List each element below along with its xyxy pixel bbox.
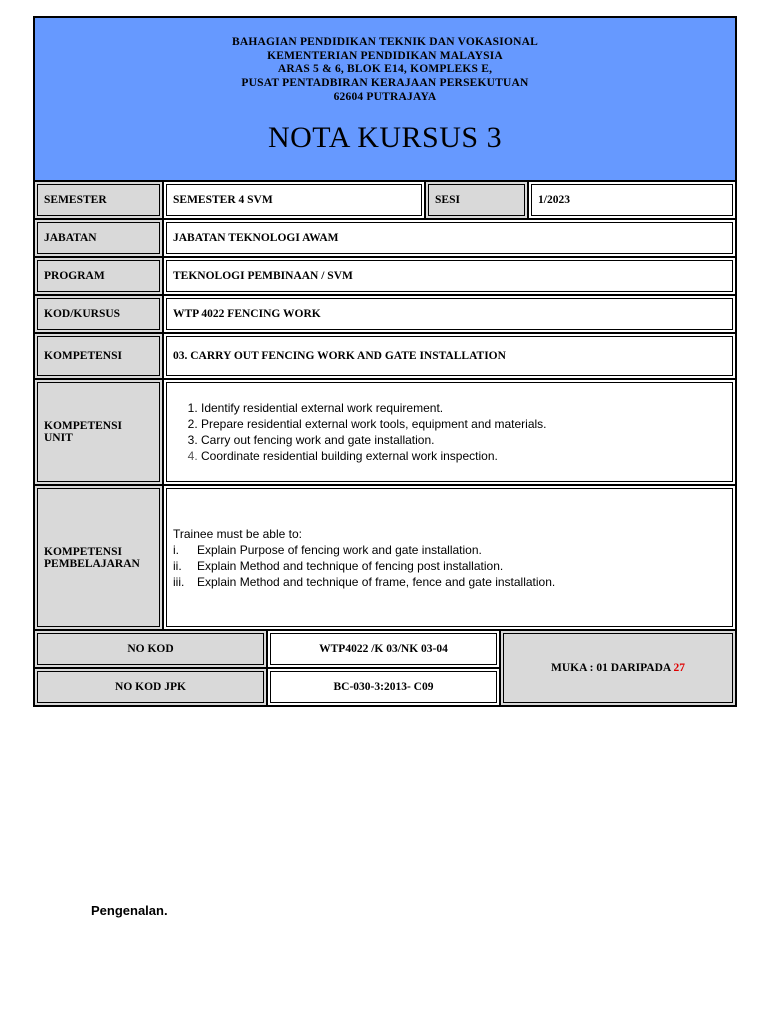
program-label: PROGRAM bbox=[37, 260, 160, 292]
institution-address bbox=[35, 18, 735, 105]
page-indicator-text: MUKA : 01 DARIPADA bbox=[551, 662, 674, 674]
kod-kursus-value: WTP 4022 FENCING WORK bbox=[166, 298, 733, 330]
address-line: KEMENTERIAN PENDIDIKAN MALAYSIA bbox=[267, 49, 503, 62]
kompetensi-unit-label bbox=[37, 382, 160, 482]
unit-list-container bbox=[166, 382, 733, 482]
learn-intro: Trainee must be able to: bbox=[173, 526, 302, 541]
list-item: 3. Carry out fencing work and gate installation. bbox=[201, 432, 547, 448]
kompetensi-value-cell bbox=[163, 333, 736, 379]
header-block bbox=[34, 17, 736, 181]
item-number: i. bbox=[173, 542, 179, 557]
sesi-label-cell bbox=[425, 181, 528, 219]
program-value-cell bbox=[163, 257, 736, 295]
kod-value-cell bbox=[163, 295, 736, 333]
list-item bbox=[173, 574, 555, 590]
item-text: Explain Purpose of fencing work and gate installation. bbox=[197, 542, 482, 557]
program-value: TEKNOLOGI PEMBINAAN / SVM bbox=[166, 260, 733, 292]
kompetensi-value: 03. CARRY OUT FENCING WORK AND GATE INSTALLATION bbox=[166, 336, 733, 376]
learn-value-cell bbox=[163, 485, 736, 630]
course-info-table bbox=[33, 16, 737, 631]
list-item: 4. Coordinate residential building external work inspection. bbox=[201, 448, 547, 464]
unit-label-line: UNIT bbox=[44, 432, 73, 444]
jabatan-label: JABATAN bbox=[37, 222, 160, 254]
item-number: ii. bbox=[173, 558, 182, 573]
learning-outcomes bbox=[166, 488, 733, 627]
item-number: iii. bbox=[173, 574, 185, 589]
address-line: ARAS 5 & 6, BLOK E14, KOMPLEKS E, bbox=[277, 63, 493, 76]
intro-heading: Pengenalan. bbox=[91, 903, 168, 918]
learn-label-cell bbox=[34, 485, 163, 630]
document-title: NOTA KURSUS 3 bbox=[267, 120, 503, 154]
program-label-cell bbox=[34, 257, 163, 295]
no-kod-label: NO KOD bbox=[37, 633, 264, 665]
no-kod-jpk-label: NO KOD JPK bbox=[37, 671, 264, 703]
no-kod-value: WTP4022 /K 03/NK 03-04 bbox=[270, 633, 497, 665]
unit-list bbox=[169, 400, 547, 464]
page-total: 27 bbox=[673, 662, 685, 674]
sesi-value-cell bbox=[528, 181, 736, 219]
semester-value-cell bbox=[163, 181, 425, 219]
kompetensi-label-cell bbox=[34, 333, 163, 379]
item-text: Explain Method and technique of fencing post installation. bbox=[197, 558, 504, 573]
address-line: BAHAGIAN PENDIDIKAN TEKNIK DAN VOKASIONAL bbox=[232, 36, 538, 48]
address-line: 62604 PUTRAJAYA bbox=[333, 90, 437, 103]
unit-label-line: KOMPETENSI bbox=[44, 420, 122, 432]
unit-value-cell bbox=[163, 379, 736, 485]
kompetensi-pembelajaran-label bbox=[37, 488, 160, 627]
code-footer-table bbox=[33, 629, 737, 707]
list-item: 2. Prepare residential external work tools, equipment and materials. bbox=[201, 416, 547, 432]
sesi-value: 1/2023 bbox=[531, 184, 733, 216]
kompetensi-label: KOMPETENSI bbox=[37, 336, 160, 376]
no-kod-jpk-value: BC-030-3:2013- C09 bbox=[270, 671, 497, 703]
semester-label-cell bbox=[34, 181, 163, 219]
list-item: 1. Identify residential external work requirement. bbox=[201, 400, 547, 416]
jabatan-value-cell bbox=[163, 219, 736, 257]
no-kod-jpk-label-cell bbox=[34, 668, 267, 706]
no-kod-jpk-value-cell bbox=[267, 668, 500, 706]
no-kod-value-cell bbox=[267, 630, 500, 668]
jabatan-value: JABATAN TEKNOLOGI AWAM bbox=[166, 222, 733, 254]
list-item bbox=[173, 542, 482, 558]
kod-label-cell bbox=[34, 295, 163, 333]
learn-label-line: KOMPETENSI bbox=[44, 545, 122, 558]
list-item bbox=[173, 558, 503, 574]
no-kod-label-cell bbox=[34, 630, 267, 668]
semester-label: SEMESTER bbox=[37, 184, 160, 216]
learn-label-line: PEMBELAJARAN bbox=[44, 557, 140, 570]
unit-label-cell bbox=[34, 379, 163, 485]
page-indicator bbox=[503, 633, 733, 703]
kod-kursus-label: KOD/KURSUS bbox=[37, 298, 160, 330]
item-text: Explain Method and technique of frame, fence and gate installation. bbox=[197, 574, 556, 589]
course-note-document bbox=[33, 16, 735, 707]
semester-value: SEMESTER 4 SVM bbox=[166, 184, 422, 216]
muka-cell bbox=[500, 630, 736, 706]
jabatan-label-cell bbox=[34, 219, 163, 257]
sesi-label: SESI bbox=[428, 184, 525, 216]
address-line: PUSAT PENTADBIRAN KERAJAAN PERSEKUTUAN bbox=[241, 77, 529, 90]
